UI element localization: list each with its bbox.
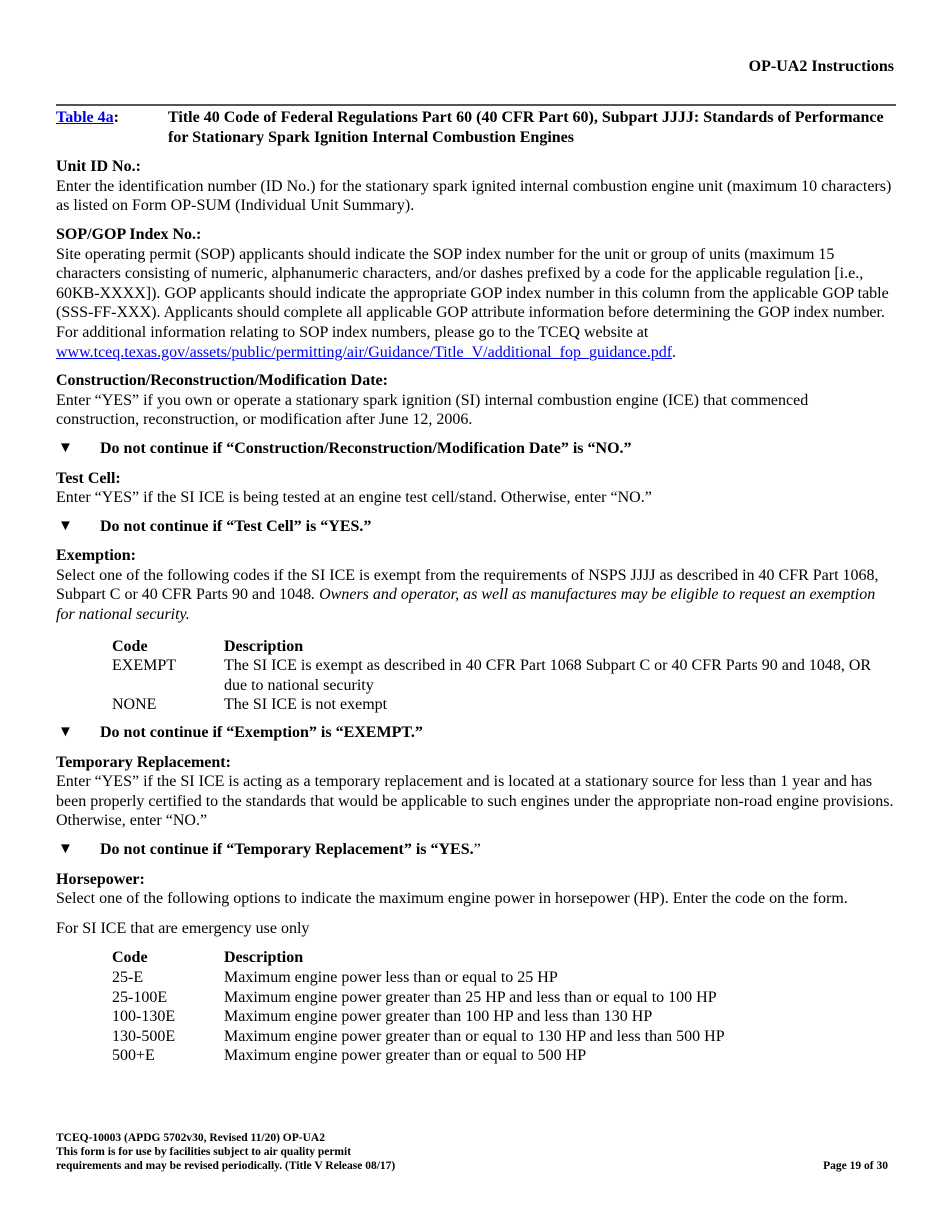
page-header-title: OP-UA2 Instructions: [748, 58, 894, 75]
table-label: Table 4a:: [56, 109, 119, 126]
temporary-section: [56, 753, 894, 831]
page-number: Page 19 of 30: [823, 1160, 888, 1172]
construction-heading: Construction/Reconstruction/Modification Date:: [56, 372, 388, 390]
down-triangle-icon: ▼: [58, 439, 73, 456]
warning-test-cell: [56, 517, 894, 537]
table-row: EXEMPT The SI ICE is exempt as described in 40 CFR Part 1068 Subpart C or 40 CFR Parts 90 and 1048, OR due to national security: [112, 657, 872, 694]
unit-id-section: [56, 157, 894, 216]
footer-form-info: TCEQ-10003 (APDG 5702v30, Revised 11/20) OP-UA2 This form is for use by facilities subject to air quality permit requirements and may be revised periodically. (Title V Release 08/17): [56, 1132, 396, 1172]
warning-construction: [56, 439, 894, 459]
down-triangle-icon: ▼: [58, 517, 73, 534]
down-triangle-icon: ▼: [58, 724, 73, 741]
exemption-code-table: [112, 637, 894, 715]
sop-text: Site operating permit (SOP) applicants should indicate the SOP index number for the unit or group of units (maximum 15 characters consisting of numeric, alphanumeric characters, and/or dashes prefixed by a code for the applicable regulation [i.e., 60KB-XXXX]). GOP applicants should indicate the appropriate GOP index number in this column from the applicable GOP table (SSS-FF-XXX). Applicants should complete all applicable GOP attribute information before determining the GOP index number. For additional information relating to SOP index numbers, please go to the TCEQ website at www.tceq.texas.gov/assets/public/permitting/air/Guidance/Title_V/additional_fop_guidance.pdf.: [56, 245, 889, 361]
warning-exemption: [56, 723, 894, 743]
code-table-header: Code Description: [112, 637, 304, 655]
horsepower-heading: Horsepower:: [56, 870, 145, 888]
warning-text: Do not continue if “Construction/Reconstruction/Modification Date” is “NO.”: [100, 439, 632, 457]
document-body: [56, 108, 894, 1075]
emergency-text: For SI ICE that are emergency use only: [56, 919, 310, 937]
warning-text: Do not continue if “Exemption” is “EXEMPT.”: [100, 724, 423, 742]
test-cell-section: [56, 469, 894, 508]
horsepower-section: [56, 870, 894, 1066]
tceq-guidance-link[interactable]: www.tceq.texas.gov/assets/public/permitting/air/Guidance/Title_V/additional_fop_guidance.pdf: [56, 343, 673, 361]
exemption-heading: Exemption:: [56, 547, 136, 565]
table-row: 500+E Maximum engine power greater than or equal to 500 HP: [112, 1047, 587, 1065]
table-row: 130-500E Maximum engine power greater than or equal to 130 HP and less than 500 HP: [112, 1027, 725, 1045]
table-4a-link[interactable]: Table 4a: [56, 109, 114, 126]
table-row: 100-130E Maximum engine power greater than 100 HP and less than 130 HP: [112, 1008, 653, 1026]
temporary-heading: Temporary Replacement:: [56, 753, 231, 771]
header-rule: [56, 104, 896, 106]
exemption-section: [56, 546, 894, 715]
table-row: NONE The SI ICE is not exempt: [112, 696, 388, 714]
test-cell-text: Enter “YES” if the SI ICE is being tested at an engine test cell/stand. Otherwise, enter “NO.”: [56, 489, 652, 507]
table-row: 25-100E Maximum engine power greater than 25 HP and less than or equal to 100 HP: [112, 988, 717, 1006]
table-row: 25-E Maximum engine power less than or equal to 25 HP: [112, 968, 558, 986]
unit-id-heading: Unit ID No.:: [56, 158, 141, 176]
down-triangle-icon: ▼: [58, 841, 73, 857]
warning-text: Do not continue if “Temporary Replacement” is “YES.”: [100, 841, 481, 858]
sop-section: [56, 225, 894, 362]
code-table-header: Code Description: [112, 949, 304, 967]
temporary-text: Enter “YES” if the SI ICE is acting as a temporary replacement and is located at a stationary source for less than 1 year and has been properly certified to the standards that would be applicable to such engines under the appropriate non-road engine provisions. Otherwise, enter “NO.”: [56, 773, 894, 830]
horsepower-text: Select one of the following options to indicate the maximum engine power in horsepower (HP). Enter the code on the form.: [56, 890, 848, 908]
construction-text: Enter “YES” if you own or operate a stationary spark ignition (SI) internal combustion engine (ICE) that commenced construction, reconstruction, or modification after June 12, 2006.: [56, 391, 809, 429]
table-title: [56, 108, 894, 147]
warning-text: Do not continue if “Test Cell” is “YES.”: [100, 517, 372, 535]
test-cell-heading: Test Cell:: [56, 469, 121, 487]
construction-section: [56, 371, 894, 430]
sop-heading: SOP/GOP Index No.:: [56, 225, 202, 243]
exemption-text: Select one of the following codes if the SI ICE is exempt from the requirements of NSPS JJJJ as described in 40 CFR Part 1068, Subpart C or 40 CFR Parts 90 and 1048. Owners and operator, as well as manufactures may be eligible to request an exemption for national security.: [56, 566, 879, 624]
table-title-text: Title 40 Code of Federal Regulations Part 60 (40 CFR Part 60), Subpart JJJJ: Standards of Performance for Stationary Spark Ignition Internal Combustion Engines: [168, 109, 884, 146]
horsepower-code-table: [112, 948, 894, 1066]
unit-id-text: Enter the identification number (ID No.) for the stationary spark ignited internal combustion engine unit (maximum 10 characters) as listed on Form OP-SUM (Individual Unit Summary).: [56, 177, 892, 215]
warning-temporary: [56, 840, 894, 860]
